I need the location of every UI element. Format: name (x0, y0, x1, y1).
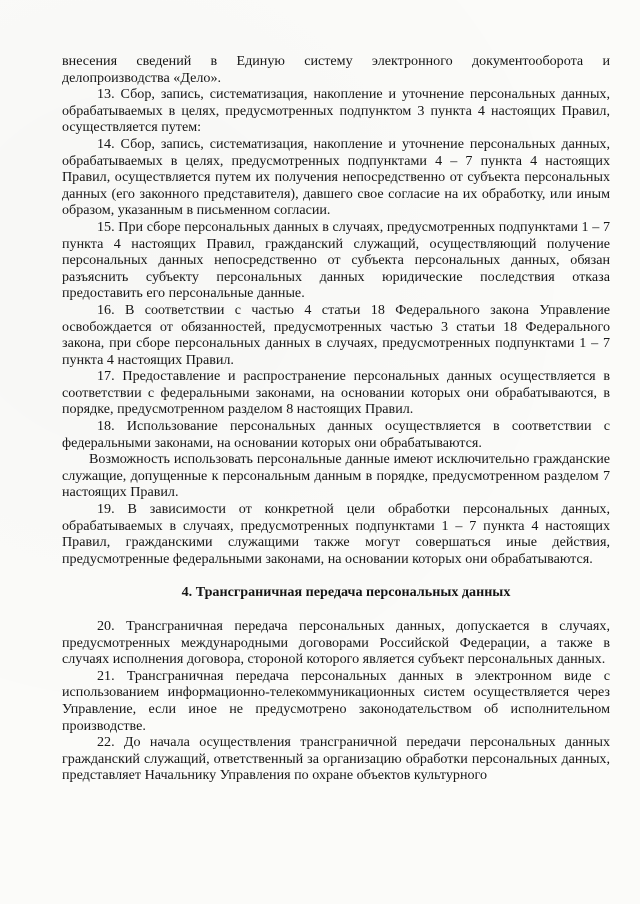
paragraph-17: 17. Предоставление и распространение персональных данных осуществляется в соответствии с федеральными законами, на основании которых они обрабатываются, в порядке, предусмотренном разделом 8 настоящих Правил. (62, 368, 610, 418)
section-heading: 4. Трансграничная передача персональных данных (181, 584, 511, 601)
paragraph-22: 22. До начала осуществления трансграничной передачи персональных данных гражданский служащий, ответственный за организацию обработки персональных данных, представляет Начальнику Управления по охране объектов культурного (62, 734, 610, 784)
paragraph-15: 15. При сборе персональных данных в случаях, предусмотренных подпунктами 1 – 7 пункта 4 настоящих Правил, гражданский служащий, осуществляющий получение персональных данных непосредственно от субъекта персональных данных, обязан разъяснить субъекту персональных данных юридические последствия отказа предоставить его персональные данные. (62, 218, 610, 302)
paragraph-13: 13. Сбор, запись, систематизация, накопление и уточнение персональных данных, обрабатываемых в целях, предусмотренных подпунктом 3 пункта 4 настоящих Правил, осуществляется путем: (62, 86, 610, 136)
paragraph-14: 14. Сбор, запись, систематизация, накопление и уточнение персональных данных, обрабатываемых в целях, предусмотренных подпунктами 4 – 7 пункта 4 настоящих Правил, осуществляется путем их получения непосредственно от субъекта персональных данных (его законного представителя), давшего свое согласие на их обработку, или иным образом, указанным в письменном согласии. (62, 135, 610, 219)
paragraph-16: 16. В соответствии с частью 4 статьи 18 Федерального закона Управление освобождается от обязанностей, предусмотренных частью 3 статьи 18 Федерального закона, при сборе персональных данных в случаях, предусмотренных подпунктами 1 – 7 пункта 4 настоящих Правил. (62, 301, 610, 368)
paragraph-18-note: Возможность использовать персональные данные имеют исключительно гражданские служащие, допущенные к персональным данным в порядке, предусмотренном разделом 7 настоящих Правил. (62, 451, 610, 501)
paragraph-12-continuation: внесения сведений в Единую систему электронного документооборота и делопроизводства «Дело». (62, 53, 610, 86)
paragraph-20: 20. Трансграничная передача персональных данных, допускается в случаях, предусмотренных международными договорами Российской Федерации, а также в случаях исполнения договора, стороной которого является субъект персональных данных. (62, 618, 610, 668)
paragraph-18: 18. Использование персональных данных осуществляется в соответствии с федеральными законами, на основании которых они обрабатываются. (62, 418, 610, 451)
paragraph-19: 19. В зависимости от конкретной цели обработки персональных данных, обрабатываемых в случаях, предусмотренных подпунктами 1 – 7 пункта 4 настоящих Правил, гражданскими служащими также могут совершаться иные действия, предусмотренные федеральными законами, на основании которых они обрабатываются. (62, 501, 610, 567)
paragraph-21: 21. Трансграничная передача персональных данных в электронном виде с использованием информационно-телекоммуникационных систем осуществляется через Управление, если иное не предусмотрено законодательством об исполнительном производстве. (62, 667, 610, 734)
